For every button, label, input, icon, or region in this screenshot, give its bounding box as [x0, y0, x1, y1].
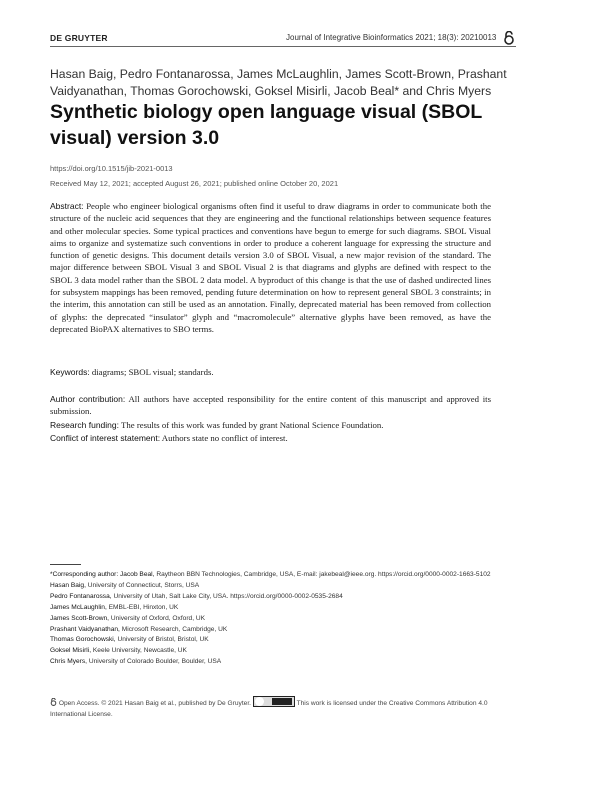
corresponding-author-label: *Corresponding author: Jacob Beal,: [50, 571, 155, 578]
footnotes: [50, 570, 520, 668]
affiliation-text: University of Colorado Boulder, Boulder, USA: [88, 658, 222, 666]
open-access-icon: [503, 31, 515, 45]
doi-link[interactable]: https://doi.org/10.1515/jib-2021-0013: [50, 164, 173, 173]
affiliation-item: [50, 625, 520, 636]
research-funding-label: Research funding:: [50, 420, 119, 430]
affiliation-item: [50, 592, 520, 603]
affiliation-item: [50, 646, 520, 657]
affiliation-name: James McLaughlin,: [50, 603, 107, 611]
affiliation-name: Thomas Gorochowski,: [50, 636, 116, 644]
keywords-label: Keywords:: [50, 367, 90, 377]
affiliation-text: EMBL-EBI, Hinxton, UK: [108, 603, 179, 611]
research-funding-text: The results of this work was funded by grant National Science Foundation.: [121, 420, 384, 430]
author-contribution: [50, 393, 491, 418]
corresponding-author-note: [50, 570, 520, 581]
header-divider: [50, 46, 516, 47]
conflict-of-interest: [50, 432, 491, 444]
abstract: [50, 200, 491, 335]
affiliation-item: [50, 635, 520, 646]
author-contribution-label: Author contribution:: [50, 394, 126, 404]
author-list: Hasan Baig, Pedro Fontanarossa, James McLaughlin, James Scott-Brown, Prashant Vaidyanathan, Thomas Gorochowski, Goksel Misirli, Jacob Beal* and Chris Myers: [50, 67, 507, 98]
journal-reference: Journal of Integrative Bioinformatics 2021; 18(3): 20210013: [286, 33, 497, 42]
license-suffix: This work is licensed under the Creative Commons Attribution 4.0 International License.: [50, 700, 488, 718]
cc-by-badge-icon[interactable]: [253, 696, 295, 707]
affiliation-name: Pedro Fontanarossa,: [50, 592, 112, 600]
corresponding-author-text: Raytheon BBN Technologies, Cambridge, USA, E-mail: jakebeal@ieee.org. https://orcid.org/0000-0002-1663-5102: [156, 571, 491, 578]
affiliation-name: Goksel Misirli,: [50, 647, 92, 655]
conflict-label: Conflict of interest statement:: [50, 433, 161, 443]
affiliation-text: Microsoft Research, Cambridge, UK: [121, 625, 228, 633]
affiliation-name: Chris Myers,: [50, 658, 87, 666]
affiliation-item: [50, 657, 520, 668]
publisher-name: DE GRUYTER: [50, 33, 108, 43]
abstract-label: Abstract:: [50, 201, 84, 211]
license-note: [50, 696, 520, 720]
affiliation-name: James Scott-Brown,: [50, 614, 109, 622]
license-prefix: Open Access. © 2021 Hasan Baig et al., published by De Gruyter.: [58, 700, 251, 707]
conflict-text: Authors state no conflict of interest.: [161, 433, 288, 443]
affiliation-text: University of Bristol, Bristol, UK: [117, 636, 209, 644]
affiliation-text: Keele University, Newcastle, UK: [92, 647, 187, 655]
affiliation-item: [50, 614, 520, 625]
research-funding: [50, 419, 491, 431]
keywords-text: diagrams; SBOL visual; standards.: [91, 367, 214, 377]
keywords: [50, 366, 491, 378]
affiliation-item: [50, 581, 520, 592]
publication-dates: Received May 12, 2021; accepted August 26, 2021; published online October 20, 2021: [50, 179, 339, 188]
affiliation-name: Prashant Vaidyanathan,: [50, 625, 120, 633]
footnote-divider: [50, 564, 81, 565]
affiliation-name: Hasan Baig,: [50, 581, 86, 589]
affiliation-text: University of Connecticut, Storrs, USA: [87, 581, 200, 589]
affiliation-text: University of Oxford, Oxford, UK: [110, 614, 206, 622]
abstract-text: People who engineer biological organisms often find it useful to draw diagrams in order to communicate both the structure of the nucleic acid sequences that they are engineering and the functional relationships between sequence features and other molecular species. Some typical practices and conventions have begun to emerge for such diagrams. SBOL Visual aims to organize and systematize such conventions in order to produce a coherent language for expressing the structure and function of genetic designs. This document details version 3.0 of SBOL Visual, a new major revision of the standard. The major difference between SBOL Visual 3 and SBOL Visual 2 is that diagrams and glyphs are defined with respect to the SBOL 3 data model rather than the SBOL 2 data model. A byproduct of this change is that the use of dashed undirected lines for subsystem mappings has been removed, pending future determination on how to represent general SBOL 3 constraints; in the interim, this annotation can still be used as an annotation. Finally, deprecated material has been removed from collection of glyphs: the deprecated “insulator” glyph and “macromolecule” alternative glyphs have been removed, as have the deprecated BioPAX alternatives to SBO terms.: [50, 201, 491, 334]
open-access-small-icon: [50, 698, 57, 706]
author-contribution-text: All authors have accepted responsibility for the entire content of this manuscript and approved its submission.: [50, 394, 491, 417]
affiliation-text: University of Utah, Salt Lake City, USA. https://orcid.org/0000-0002-0535-2684: [113, 592, 343, 600]
article-title: Synthetic biology open language visual (SBOL visual) version 3.0: [50, 101, 482, 149]
affiliation-item: [50, 603, 520, 614]
